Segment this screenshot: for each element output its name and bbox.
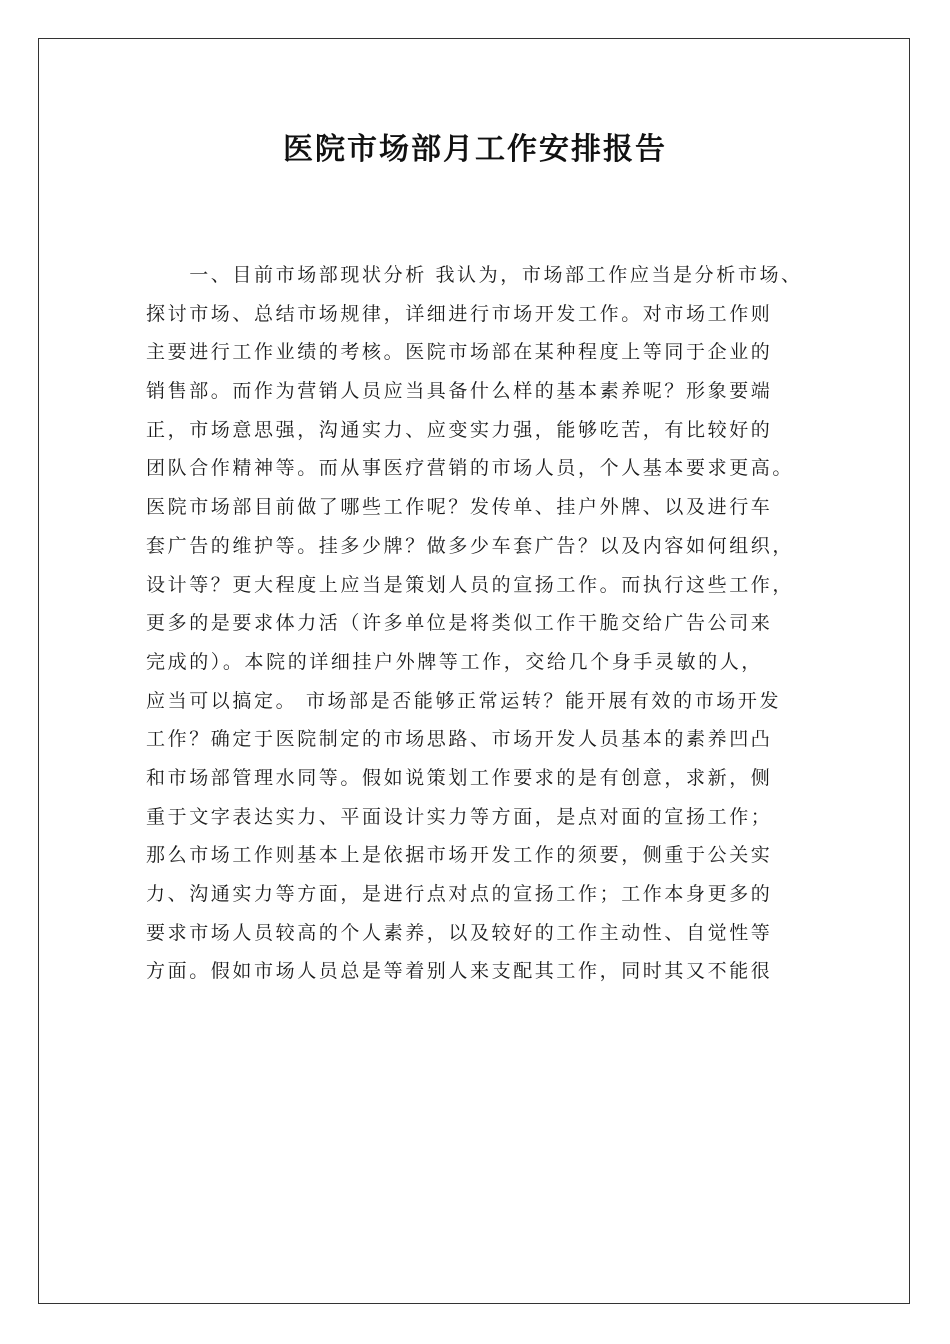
body-line: 探讨市场、总结市场规律，详细进行市场开发工作。对市场工作则 bbox=[146, 302, 773, 325]
body-line: 正，市场意思强，沟通实力、应变实力强，能够吃苦，有比较好的 bbox=[146, 418, 773, 441]
document-body bbox=[146, 256, 826, 991]
document-title: 医院市场部月工作安排报告 bbox=[283, 132, 667, 167]
body-line: 应当可以搞定。 市场部是否能够正常运转？能开展有效的市场开发 bbox=[146, 689, 782, 712]
body-line: 完成的）。本院的详细挂户外牌等工作，交给几个身手灵敏的人， bbox=[146, 650, 763, 673]
body-line: 主要进行工作业绩的考核。医院市场部在某种程度上等同于企业的 bbox=[146, 341, 773, 364]
body-line: 方面。假如市场人员总是等着别人来支配其工作，同时其又不能很 bbox=[146, 960, 773, 983]
body-line: 要求市场人员较高的个人素养，以及较好的工作主动性、自觉性等 bbox=[146, 921, 773, 944]
body-line: 设计等？更大程度上应当是策划人员的宣扬工作。而执行这些工作， bbox=[146, 573, 795, 596]
body-line: 工作？确定于医院制定的市场思路、市场开发人员基本的素养凹凸 bbox=[146, 728, 773, 751]
body-line: 一、目前市场部现状分析 我认为，市场部工作应当是分析市场、 bbox=[146, 264, 803, 286]
body-line: 套广告的维护等。挂多少牌？做多少车套广告？以及内容如何组织， bbox=[146, 534, 795, 557]
body-line: 那么市场工作则基本上是依据市场开发工作的须要，侧重于公关实 bbox=[146, 844, 773, 867]
body-line: 重于文字表达实力、平面设计实力等方面，是点对面的宣扬工作； bbox=[146, 805, 773, 828]
body-line: 销售部。而作为营销人员应当具备什么样的基本素养呢？形象要端 bbox=[146, 380, 773, 403]
body-line: 力、沟通实力等方面，是进行点对点的宣扬工作；工作本身更多的 bbox=[146, 883, 773, 905]
body-line: 更多的是要求体力活（许多单位是将类似工作干脆交给广告公司来 bbox=[146, 612, 773, 635]
body-line: 医院市场部目前做了哪些工作呢？发传单、挂户外牌、以及进行车 bbox=[146, 496, 773, 519]
body-line: 团队合作精神等。而从事医疗营销的市场人员，个人基本要求更高。 bbox=[146, 457, 795, 480]
body-line: 和市场部管理水同等。假如说策划工作要求的是有创意，求新，侧 bbox=[146, 766, 773, 789]
